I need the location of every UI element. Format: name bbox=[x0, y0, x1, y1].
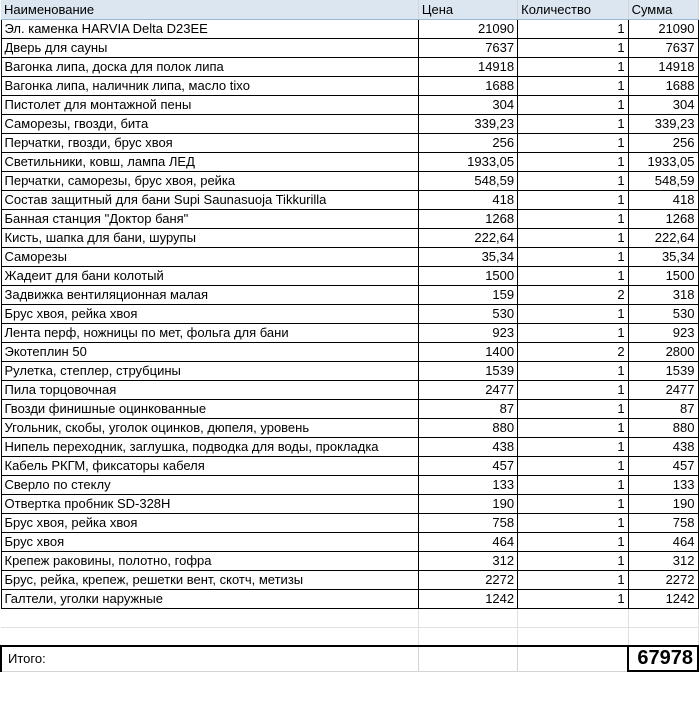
cell-name[interactable]: Брус хвоя bbox=[1, 532, 418, 551]
empty-total-qty[interactable] bbox=[518, 646, 628, 671]
cell-name[interactable]: Кабель РКГМ, фиксаторы кабеля bbox=[1, 456, 418, 475]
total-value[interactable]: 67978 bbox=[628, 646, 698, 671]
cell-qty[interactable]: 1 bbox=[518, 494, 628, 513]
cell-price[interactable]: 457 bbox=[418, 456, 517, 475]
cell-sum[interactable]: 87 bbox=[628, 399, 698, 418]
cell-qty[interactable]: 1 bbox=[518, 532, 628, 551]
cell-price[interactable]: 190 bbox=[418, 494, 517, 513]
cell-sum[interactable]: 418 bbox=[628, 190, 698, 209]
cell-sum[interactable]: 339,23 bbox=[628, 114, 698, 133]
cell-price[interactable]: 418 bbox=[418, 190, 517, 209]
cell-price[interactable]: 339,23 bbox=[418, 114, 517, 133]
cell-qty[interactable]: 2 bbox=[518, 285, 628, 304]
empty-cell[interactable] bbox=[628, 627, 698, 646]
cell-name[interactable]: Жадеит для бани колотый bbox=[1, 266, 418, 285]
cell-name[interactable]: Экотеплин 50 bbox=[1, 342, 418, 361]
cell-sum[interactable]: 457 bbox=[628, 456, 698, 475]
cell-price[interactable]: 1539 bbox=[418, 361, 517, 380]
table-row bbox=[1, 589, 698, 608]
cell-price[interactable]: 35,34 bbox=[418, 247, 517, 266]
cell-sum[interactable]: 256 bbox=[628, 133, 698, 152]
table-row bbox=[1, 418, 698, 437]
cell-name[interactable]: Банная станция "Доктор баня" bbox=[1, 209, 418, 228]
cell-sum[interactable]: 35,34 bbox=[628, 247, 698, 266]
cell-name[interactable]: Крепеж раковины, полотно, гофра bbox=[1, 551, 418, 570]
table-row bbox=[1, 19, 698, 38]
cell-price[interactable]: 1268 bbox=[418, 209, 517, 228]
cell-name[interactable]: Галтели, уголки наружные bbox=[1, 589, 418, 608]
empty-cell[interactable] bbox=[518, 608, 628, 627]
cell-name[interactable]: Угольник, скобы, уголок оцинков, дюпеля, уровень bbox=[1, 418, 418, 437]
cell-sum[interactable]: 2272 bbox=[628, 570, 698, 589]
cell-sum[interactable]: 1268 bbox=[628, 209, 698, 228]
cell-qty[interactable]: 1 bbox=[518, 304, 628, 323]
cell-price[interactable]: 1400 bbox=[418, 342, 517, 361]
table-row bbox=[1, 133, 698, 152]
table-row bbox=[1, 152, 698, 171]
empty-cell[interactable] bbox=[418, 627, 517, 646]
cell-name[interactable]: Гвозди финишные оцинкованные bbox=[1, 399, 418, 418]
cell-name[interactable]: Рулетка, степлер, струбцины bbox=[1, 361, 418, 380]
cell-qty[interactable]: 2 bbox=[518, 342, 628, 361]
table-row bbox=[1, 456, 698, 475]
cell-sum[interactable]: 190 bbox=[628, 494, 698, 513]
table-row bbox=[1, 114, 698, 133]
cell-name[interactable]: Светильники, ковш, лампа ЛЕД bbox=[1, 152, 418, 171]
cell-sum[interactable]: 222,64 bbox=[628, 228, 698, 247]
table-row bbox=[1, 380, 698, 399]
cell-name[interactable]: Вагонка липа, наличник липа, масло tixo bbox=[1, 76, 418, 95]
cell-name[interactable]: Вагонка липа, доска для полок липа bbox=[1, 57, 418, 76]
cell-name[interactable]: Кисть, шапка для бани, шурупы bbox=[1, 228, 418, 247]
cell-price[interactable]: 758 bbox=[418, 513, 517, 532]
cell-sum[interactable]: 14918 bbox=[628, 57, 698, 76]
empty-cell[interactable] bbox=[1, 608, 418, 627]
table-row bbox=[1, 513, 698, 532]
cell-qty[interactable]: 1 bbox=[518, 456, 628, 475]
table-row bbox=[1, 532, 698, 551]
cell-name[interactable]: Нипель переходник, заглушка, подводка для воды, прокладка bbox=[1, 437, 418, 456]
cell-name[interactable]: Состав защитный для бани Supi Saunasuoja Tikkurilla bbox=[1, 190, 418, 209]
empty-row bbox=[1, 627, 698, 646]
table-row bbox=[1, 76, 698, 95]
table-row bbox=[1, 38, 698, 57]
empty-total-price[interactable] bbox=[418, 646, 517, 671]
table-row bbox=[1, 304, 698, 323]
cell-qty[interactable]: 1 bbox=[518, 551, 628, 570]
cell-qty[interactable]: 1 bbox=[518, 152, 628, 171]
cell-price[interactable]: 1500 bbox=[418, 266, 517, 285]
cell-sum[interactable]: 464 bbox=[628, 532, 698, 551]
cell-qty[interactable]: 1 bbox=[518, 399, 628, 418]
cell-price[interactable]: 7637 bbox=[418, 38, 517, 57]
cell-qty[interactable]: 1 bbox=[518, 589, 628, 608]
cell-sum[interactable]: 880 bbox=[628, 418, 698, 437]
cell-price[interactable]: 159 bbox=[418, 285, 517, 304]
cell-price[interactable]: 87 bbox=[418, 399, 517, 418]
cell-price[interactable]: 438 bbox=[418, 437, 517, 456]
header-row bbox=[1, 0, 698, 19]
total-row bbox=[1, 646, 698, 671]
cell-name[interactable]: Эл. каменка HARVIA Delta D23EE bbox=[1, 19, 418, 38]
cell-qty[interactable]: 1 bbox=[518, 190, 628, 209]
cell-price[interactable]: 1688 bbox=[418, 76, 517, 95]
empty-cell[interactable] bbox=[418, 608, 517, 627]
cell-name[interactable]: Саморезы bbox=[1, 247, 418, 266]
table-row bbox=[1, 95, 698, 114]
cell-qty[interactable]: 1 bbox=[518, 266, 628, 285]
table-row bbox=[1, 171, 698, 190]
table-row bbox=[1, 361, 698, 380]
cell-sum[interactable]: 2800 bbox=[628, 342, 698, 361]
cell-sum[interactable]: 1933,05 bbox=[628, 152, 698, 171]
table-row bbox=[1, 323, 698, 342]
cell-sum[interactable]: 438 bbox=[628, 437, 698, 456]
cell-price[interactable]: 530 bbox=[418, 304, 517, 323]
cell-name[interactable]: Дверь для сауны bbox=[1, 38, 418, 57]
table-row bbox=[1, 437, 698, 456]
table-row bbox=[1, 57, 698, 76]
header-sum[interactable]: Сумма bbox=[628, 0, 698, 19]
cell-qty[interactable]: 1 bbox=[518, 76, 628, 95]
cell-sum[interactable]: 1242 bbox=[628, 589, 698, 608]
cell-sum[interactable]: 1539 bbox=[628, 361, 698, 380]
cell-qty[interactable]: 1 bbox=[518, 513, 628, 532]
cell-qty[interactable]: 1 bbox=[518, 418, 628, 437]
cell-name[interactable]: Отвертка пробник SD-328H bbox=[1, 494, 418, 513]
cell-price[interactable]: 923 bbox=[418, 323, 517, 342]
cell-sum[interactable]: 548,59 bbox=[628, 171, 698, 190]
table-row bbox=[1, 570, 698, 589]
cell-qty[interactable]: 1 bbox=[518, 361, 628, 380]
cell-price[interactable]: 1933,05 bbox=[418, 152, 517, 171]
cell-qty[interactable]: 1 bbox=[518, 437, 628, 456]
table-row bbox=[1, 475, 698, 494]
cell-sum[interactable]: 1500 bbox=[628, 266, 698, 285]
table-row bbox=[1, 551, 698, 570]
table-row bbox=[1, 209, 698, 228]
cell-name[interactable]: Брус хвоя, рейка хвоя bbox=[1, 304, 418, 323]
cell-sum[interactable]: 318 bbox=[628, 285, 698, 304]
cell-qty[interactable]: 1 bbox=[518, 133, 628, 152]
cell-qty[interactable]: 1 bbox=[518, 57, 628, 76]
cell-price[interactable]: 2477 bbox=[418, 380, 517, 399]
cell-price[interactable]: 133 bbox=[418, 475, 517, 494]
cell-sum[interactable]: 923 bbox=[628, 323, 698, 342]
header-qty[interactable]: Количество bbox=[518, 0, 628, 19]
cell-name[interactable]: Перчатки, саморезы, брус хвоя, рейка bbox=[1, 171, 418, 190]
cell-price[interactable]: 464 bbox=[418, 532, 517, 551]
cell-qty[interactable]: 1 bbox=[518, 171, 628, 190]
cell-qty[interactable]: 1 bbox=[518, 38, 628, 57]
cell-sum[interactable]: 2477 bbox=[628, 380, 698, 399]
cell-name[interactable]: Саморезы, гвозди, бита bbox=[1, 114, 418, 133]
cell-price[interactable]: 1242 bbox=[418, 589, 517, 608]
cell-name[interactable]: Пистолет для монтажной пены bbox=[1, 95, 418, 114]
cell-qty[interactable]: 1 bbox=[518, 380, 628, 399]
table-row bbox=[1, 266, 698, 285]
cell-price[interactable]: 222,64 bbox=[418, 228, 517, 247]
cell-price[interactable]: 21090 bbox=[418, 19, 517, 38]
header-name[interactable]: Наименование bbox=[1, 0, 418, 19]
cell-price[interactable]: 880 bbox=[418, 418, 517, 437]
empty-cell[interactable] bbox=[518, 627, 628, 646]
table-row bbox=[1, 494, 698, 513]
cell-price[interactable]: 2272 bbox=[418, 570, 517, 589]
cell-name[interactable]: Брус, рейка, крепеж, решетки вент, скотч, метизы bbox=[1, 570, 418, 589]
cell-qty[interactable]: 1 bbox=[518, 95, 628, 114]
cell-name[interactable]: Лента перф, ножницы по мет, фольга для бани bbox=[1, 323, 418, 342]
cell-qty[interactable]: 1 bbox=[518, 247, 628, 266]
cell-price[interactable]: 312 bbox=[418, 551, 517, 570]
cell-sum[interactable]: 758 bbox=[628, 513, 698, 532]
table-row bbox=[1, 342, 698, 361]
cell-sum[interactable]: 21090 bbox=[628, 19, 698, 38]
cell-qty[interactable]: 1 bbox=[518, 228, 628, 247]
cell-name[interactable]: Брус хвоя, рейка хвоя bbox=[1, 513, 418, 532]
cell-name[interactable]: Задвижка вентиляционная малая bbox=[1, 285, 418, 304]
table-row bbox=[1, 190, 698, 209]
cell-price[interactable]: 304 bbox=[418, 95, 517, 114]
cell-sum[interactable]: 7637 bbox=[628, 38, 698, 57]
cell-sum[interactable]: 1688 bbox=[628, 76, 698, 95]
empty-cell[interactable] bbox=[1, 627, 418, 646]
cell-qty[interactable]: 1 bbox=[518, 475, 628, 494]
cell-name[interactable]: Сверло по стеклу bbox=[1, 475, 418, 494]
cell-qty[interactable]: 1 bbox=[518, 209, 628, 228]
cell-qty[interactable]: 1 bbox=[518, 570, 628, 589]
cell-qty[interactable]: 1 bbox=[518, 19, 628, 38]
table-row bbox=[1, 247, 698, 266]
cell-sum[interactable]: 530 bbox=[628, 304, 698, 323]
table-row bbox=[1, 399, 698, 418]
table-row bbox=[1, 285, 698, 304]
cell-name[interactable]: Перчатки, гвозди, брус хвоя bbox=[1, 133, 418, 152]
cell-price[interactable]: 548,59 bbox=[418, 171, 517, 190]
cell-price[interactable]: 256 bbox=[418, 133, 517, 152]
cell-name[interactable]: Пила торцовочная bbox=[1, 380, 418, 399]
cell-sum[interactable]: 133 bbox=[628, 475, 698, 494]
cell-qty[interactable]: 1 bbox=[518, 323, 628, 342]
cell-sum[interactable]: 304 bbox=[628, 95, 698, 114]
total-label[interactable]: Итого: bbox=[1, 646, 418, 671]
empty-cell[interactable] bbox=[628, 608, 698, 627]
cell-qty[interactable]: 1 bbox=[518, 114, 628, 133]
cell-sum[interactable]: 312 bbox=[628, 551, 698, 570]
header-price[interactable]: Цена bbox=[418, 0, 517, 19]
empty-row bbox=[1, 608, 698, 627]
cell-price[interactable]: 14918 bbox=[418, 57, 517, 76]
table-row bbox=[1, 228, 698, 247]
